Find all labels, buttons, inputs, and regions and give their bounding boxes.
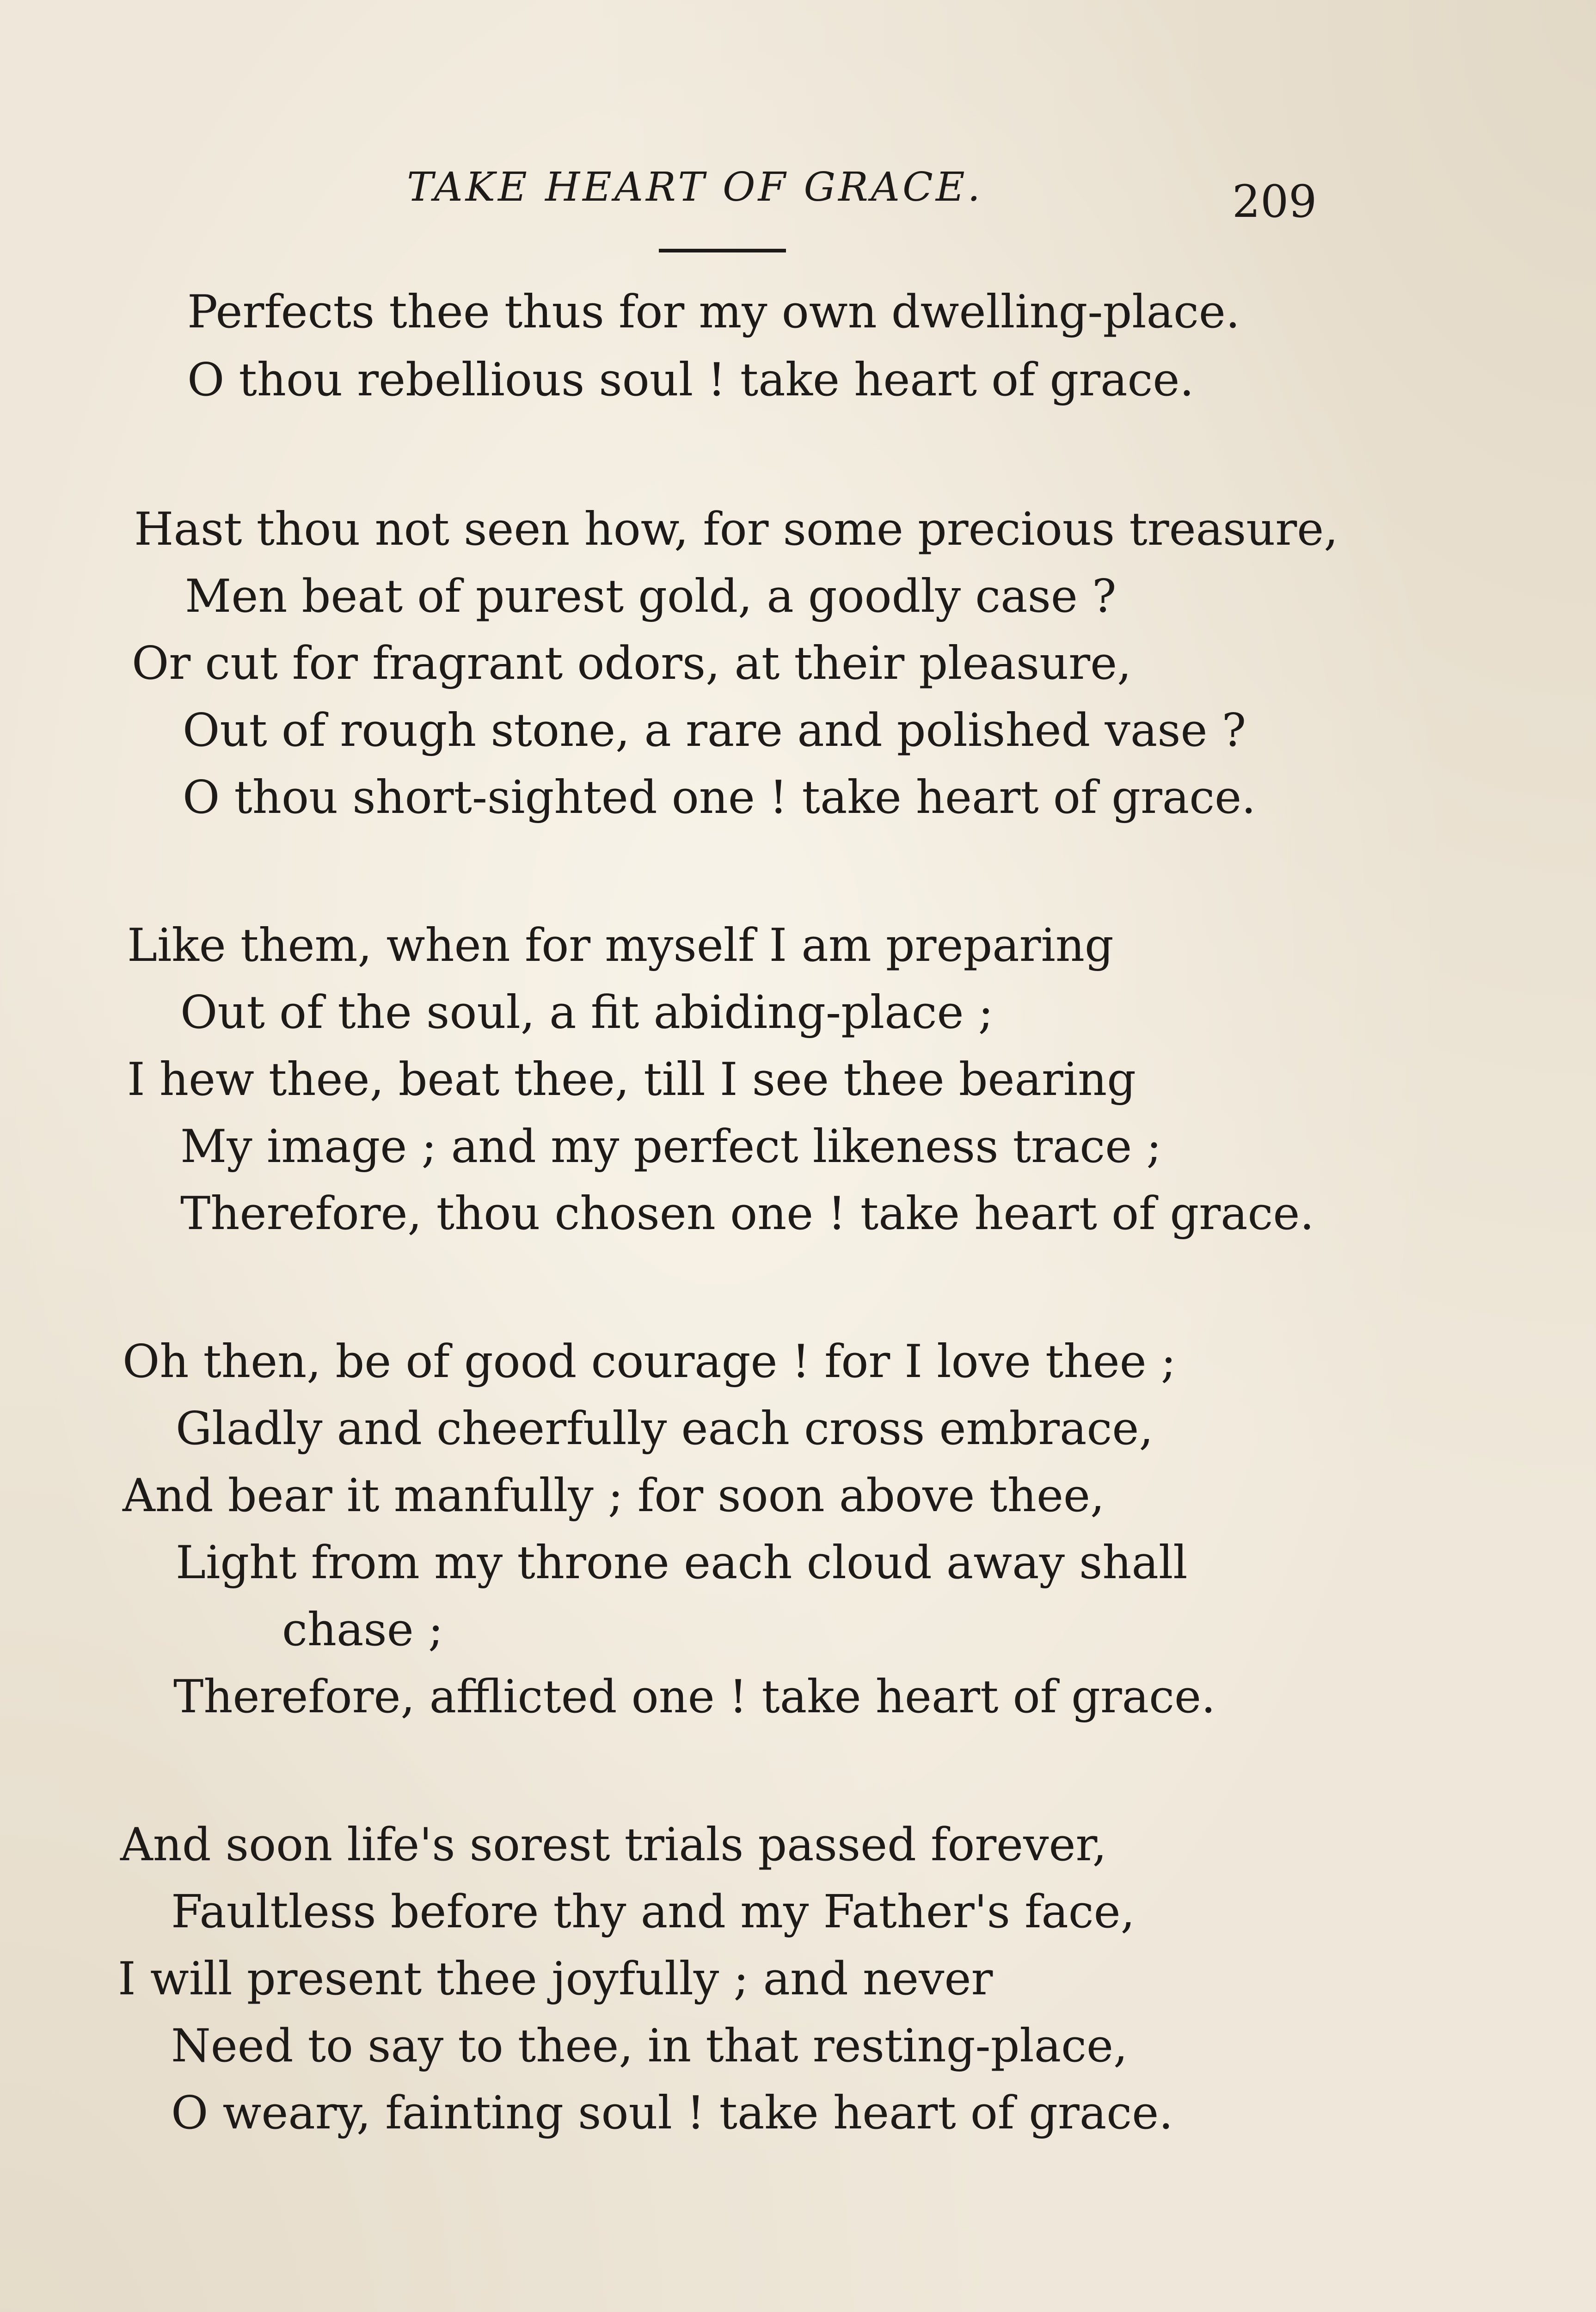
poem-line: Hast thou not seen how, for some precious treasure, xyxy=(134,503,1338,556)
poem-line: Need to say to thee, in that resting-place, xyxy=(171,2020,1128,2072)
poem-line: Therefore, thou chosen one ! take heart of grace. xyxy=(180,1187,1314,1240)
poem-line: Faultless before thy and my Father's face, xyxy=(171,1886,1135,1938)
poem-line: chase ; xyxy=(282,1604,443,1656)
poem-line: Gladly and cheerfully each cross embrace, xyxy=(176,1402,1154,1455)
poem-line: Therefore, afflicted one ! take heart of grace. xyxy=(173,1671,1216,1723)
poem-line: Out of rough stone, a rare and polished vase ? xyxy=(183,704,1246,757)
poem-line: Or cut for fragrant odors, at their pleasure, xyxy=(132,637,1132,690)
poem-line: O thou rebellious soul ! take heart of grace. xyxy=(187,354,1194,406)
poem-line: O thou short-sighted one ! take heart of grace. xyxy=(183,771,1256,824)
running-title: TAKE HEART OF GRACE. xyxy=(407,164,983,210)
poem-line: And soon life's sorest trials passed forever, xyxy=(120,1819,1107,1871)
poem-line: Oh then, be of good courage ! for I love thee ; xyxy=(123,1335,1176,1388)
poem-line: Perfects thee thus for my own dwelling-place. xyxy=(187,286,1240,338)
poem-line: I hew thee, beat thee, till I see thee bearing xyxy=(127,1053,1136,1106)
poem-line: Like them, when for myself I am preparing xyxy=(127,919,1114,972)
poem-line: O weary, fainting soul ! take heart of grace. xyxy=(171,2087,1173,2140)
poem-line: I will present thee joyfully ; and never xyxy=(118,1953,993,2005)
page-number: 209 xyxy=(1232,176,1317,228)
poem-line: Light from my throne each cloud away shall xyxy=(176,1537,1188,1589)
poem-line: My image ; and my perfect likeness trace ; xyxy=(180,1120,1162,1173)
poem-line: Men beat of purest gold, a goodly case ? xyxy=(185,570,1117,623)
poem-line: And bear it manfully ; for soon above thee, xyxy=(123,1470,1105,1522)
poem-line: Out of the soul, a fit abiding-place ; xyxy=(180,986,994,1039)
